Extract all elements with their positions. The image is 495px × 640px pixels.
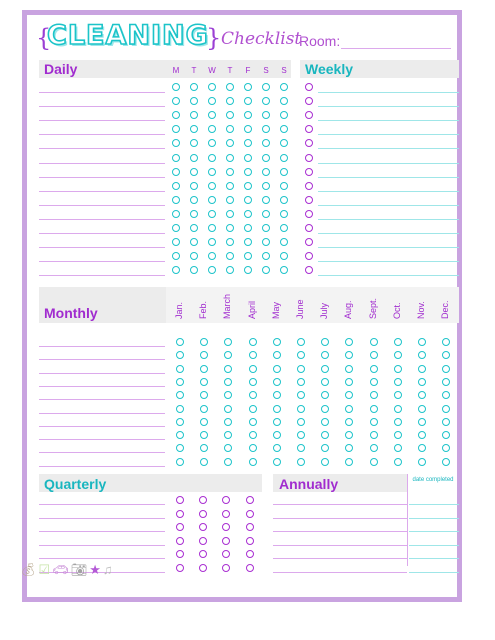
monthly-checkbox[interactable]	[370, 365, 378, 373]
daily-checkbox[interactable]	[226, 168, 234, 176]
daily-task-line[interactable]	[39, 261, 165, 262]
quarterly-checkbox[interactable]	[176, 550, 184, 558]
daily-checkbox[interactable]	[226, 83, 234, 91]
annual-task-line[interactable]	[273, 518, 407, 519]
quarterly-task-line[interactable]	[39, 545, 165, 546]
daily-checkbox[interactable]	[244, 196, 252, 204]
title-cleaning: CLEANING	[47, 20, 209, 51]
day-label: W	[208, 66, 216, 75]
weekly-task-line[interactable]	[318, 233, 459, 234]
music-note-icon: ♫	[102, 562, 113, 577]
monthly-checkbox[interactable]	[224, 405, 232, 413]
monthly-checkbox[interactable]	[370, 444, 378, 452]
room-input-line[interactable]	[341, 48, 451, 49]
daily-checkbox[interactable]	[226, 196, 234, 204]
room-label: Room:	[299, 33, 341, 49]
daily-checkbox[interactable]	[208, 210, 216, 218]
month-label: Nov.	[416, 301, 426, 319]
checkmark-icon: ☑	[38, 562, 51, 577]
daily-checkbox[interactable]	[262, 154, 270, 162]
quarterly-checkbox[interactable]	[176, 523, 184, 531]
monthly-checkbox[interactable]	[273, 418, 281, 426]
daily-checkbox[interactable]	[208, 182, 216, 190]
month-label: June	[295, 299, 305, 319]
quarterly-checkbox[interactable]	[222, 496, 230, 504]
quarterly-task-line[interactable]	[39, 558, 165, 559]
monthly-checkbox[interactable]	[418, 405, 426, 413]
month-label: July	[319, 302, 330, 319]
quarterly-checkbox[interactable]	[176, 564, 184, 572]
daily-checkbox[interactable]	[190, 210, 198, 218]
camera-icon: 📷︎	[70, 562, 88, 577]
monthly-checkbox[interactable]	[394, 338, 402, 346]
daily-task-line[interactable]	[39, 219, 165, 220]
quarterly-checkbox[interactable]	[222, 550, 230, 558]
monthly-task-line[interactable]	[39, 399, 165, 400]
daily-task-line[interactable]	[39, 191, 165, 192]
weekly-title: Weekly	[305, 61, 353, 77]
monthly-checkbox[interactable]	[249, 418, 257, 426]
monthly-checkbox[interactable]	[321, 418, 329, 426]
monthly-checkbox[interactable]	[249, 351, 257, 359]
monthly-checkbox[interactable]	[249, 391, 257, 399]
monthly-checkbox[interactable]	[394, 418, 402, 426]
annual-task-line[interactable]	[273, 558, 407, 559]
monthly-checkbox[interactable]	[345, 405, 353, 413]
monthly-checkbox[interactable]	[321, 458, 329, 466]
month-label: March	[222, 293, 233, 319]
month-label: Aug.	[343, 300, 354, 319]
quarterly-checkbox[interactable]	[222, 564, 230, 572]
monthly-checkbox[interactable]	[176, 365, 184, 373]
monthly-checkbox[interactable]	[394, 431, 402, 439]
monthly-checkbox[interactable]	[418, 458, 426, 466]
daily-task-line[interactable]	[39, 275, 165, 276]
monthly-checkbox[interactable]	[418, 418, 426, 426]
weekly-task-line[interactable]	[318, 219, 459, 220]
daily-checkbox[interactable]	[226, 154, 234, 162]
weekly-task-line[interactable]	[318, 163, 459, 164]
annual-task-line[interactable]	[273, 531, 407, 532]
annually-divider	[407, 474, 408, 566]
monthly-checkbox[interactable]	[297, 418, 305, 426]
quarterly-checkbox[interactable]	[246, 550, 254, 558]
monthly-checkbox[interactable]	[442, 418, 450, 426]
day-label: S	[281, 66, 287, 75]
daily-checkbox[interactable]	[280, 154, 288, 162]
monthly-checkbox[interactable]	[370, 458, 378, 466]
weekly-task-line[interactable]	[318, 148, 459, 149]
daily-task-line[interactable]	[39, 148, 165, 149]
quarterly-title: Quarterly	[44, 476, 107, 492]
daily-task-line[interactable]	[39, 134, 165, 135]
daily-checkbox[interactable]	[280, 168, 288, 176]
monthly-task-line[interactable]	[39, 413, 165, 414]
daily-checkbox[interactable]	[280, 210, 288, 218]
monthly-checkbox[interactable]	[394, 458, 402, 466]
monthly-checkbox[interactable]	[249, 405, 257, 413]
weekly-task-line[interactable]	[318, 191, 459, 192]
daily-task-line[interactable]	[39, 247, 165, 248]
annual-task-line[interactable]	[273, 504, 407, 505]
monthly-checkbox[interactable]	[176, 458, 184, 466]
daily-task-line[interactable]	[39, 120, 165, 121]
monthly-task-line[interactable]	[39, 373, 165, 374]
monthly-checkbox[interactable]	[297, 405, 305, 413]
weekly-checkbox[interactable]	[305, 154, 313, 162]
weekly-task-line[interactable]	[318, 134, 459, 135]
daily-checkbox[interactable]	[190, 196, 198, 204]
annual-date-line[interactable]	[409, 545, 459, 546]
daily-checkbox[interactable]	[262, 83, 270, 91]
monthly-task-line[interactable]	[39, 359, 165, 360]
monthly-checkbox[interactable]	[442, 458, 450, 466]
daily-checkbox[interactable]	[244, 182, 252, 190]
quarterly-checkbox[interactable]	[176, 496, 184, 504]
monthly-checkbox[interactable]	[273, 378, 281, 386]
monthly-checkbox[interactable]	[176, 405, 184, 413]
month-label: Oct.	[391, 302, 402, 319]
quarterly-task-line[interactable]	[39, 504, 165, 505]
quarterly-checkbox[interactable]	[199, 496, 207, 504]
monthly-checkbox[interactable]	[249, 458, 257, 466]
weekly-task-line[interactable]	[318, 106, 459, 107]
daily-checkbox[interactable]	[208, 168, 216, 176]
monthly-checkbox[interactable]	[297, 365, 305, 373]
annual-date-line[interactable]	[409, 531, 459, 532]
monthly-checkbox[interactable]	[273, 391, 281, 399]
quarterly-checkbox[interactable]	[222, 510, 230, 518]
quarterly-checkbox[interactable]	[176, 510, 184, 518]
daily-checkbox[interactable]	[208, 83, 216, 91]
star-icon: ★	[89, 562, 101, 577]
monthly-checkbox[interactable]	[442, 405, 450, 413]
quarterly-checkbox[interactable]	[222, 537, 230, 545]
quarterly-task-line[interactable]	[39, 518, 165, 519]
daily-task-line[interactable]	[39, 106, 165, 107]
day-label: T	[227, 66, 233, 75]
day-label: M	[172, 66, 180, 75]
monthly-checkbox[interactable]	[273, 458, 281, 466]
monthly-checkbox[interactable]	[297, 458, 305, 466]
daily-checkbox[interactable]	[244, 83, 252, 91]
monthly-checkbox[interactable]	[224, 365, 232, 373]
daily-checkbox[interactable]	[262, 168, 270, 176]
monthly-checkbox[interactable]	[297, 338, 305, 346]
monthly-checkbox[interactable]	[249, 431, 257, 439]
monthly-checkbox[interactable]	[394, 365, 402, 373]
monthly-checkbox[interactable]	[273, 365, 281, 373]
daily-checkbox[interactable]	[262, 224, 270, 232]
weekly-task-line[interactable]	[318, 92, 459, 93]
quarterly-checkbox[interactable]	[199, 510, 207, 518]
quarterly-checkbox[interactable]	[246, 496, 254, 504]
daily-checkbox[interactable]	[244, 210, 252, 218]
annually-title: Annually	[279, 476, 339, 492]
month-label: Sept.	[367, 297, 378, 319]
quarterly-checkbox[interactable]	[199, 523, 207, 531]
monthly-checkbox[interactable]	[249, 444, 257, 452]
month-label: Jan.	[174, 301, 184, 319]
monthly-checkbox[interactable]	[200, 458, 208, 466]
quarterly-checkbox[interactable]	[199, 537, 207, 545]
monthly-checkbox[interactable]	[370, 418, 378, 426]
weekly-checkbox[interactable]	[305, 224, 313, 232]
monthly-task-line[interactable]	[39, 346, 165, 347]
daily-checkbox[interactable]	[262, 210, 270, 218]
day-label: F	[245, 66, 251, 75]
quarterly-checkbox[interactable]	[199, 564, 207, 572]
daily-checkbox[interactable]	[172, 224, 180, 232]
daily-checkbox[interactable]	[172, 83, 180, 91]
month-label: Dec.	[440, 300, 451, 319]
date-completed-label: date completed	[412, 477, 454, 483]
monthly-checkbox[interactable]	[442, 365, 450, 373]
monthly-checkbox[interactable]	[176, 378, 184, 386]
monthly-task-line[interactable]	[39, 426, 165, 427]
monthly-task-line[interactable]	[39, 439, 165, 440]
annual-date-line[interactable]	[409, 518, 459, 519]
monthly-checkbox[interactable]	[394, 405, 402, 413]
daily-checkbox[interactable]	[280, 196, 288, 204]
daily-checkbox[interactable]	[208, 154, 216, 162]
quarterly-checkbox[interactable]	[246, 510, 254, 518]
daily-checkbox[interactable]	[226, 210, 234, 218]
day-label: T	[191, 66, 197, 75]
monthly-task-line[interactable]	[39, 466, 165, 467]
footer-icons	[20, 562, 115, 578]
monthly-checkbox[interactable]	[418, 365, 426, 373]
weekly-checkbox[interactable]	[305, 168, 313, 176]
daily-checkbox[interactable]	[244, 224, 252, 232]
quarterly-checkbox[interactable]	[222, 523, 230, 531]
daily-title: Daily	[44, 61, 78, 77]
brace-open: {	[36, 24, 52, 52]
daily-checkbox[interactable]	[208, 224, 216, 232]
monthly-checkbox[interactable]	[418, 338, 426, 346]
monthly-task-line[interactable]	[39, 452, 165, 453]
quarterly-checkbox[interactable]	[246, 564, 254, 572]
monthly-checkbox[interactable]	[273, 431, 281, 439]
weekly-checkbox[interactable]	[305, 83, 313, 91]
daily-checkbox[interactable]	[190, 154, 198, 162]
monthly-title: Monthly	[44, 305, 98, 321]
daily-checkbox[interactable]	[208, 196, 216, 204]
daily-checkbox[interactable]	[172, 210, 180, 218]
quarterly-checkbox[interactable]	[246, 523, 254, 531]
daily-task-line[interactable]	[39, 205, 165, 206]
monthly-checkbox[interactable]	[370, 431, 378, 439]
monthly-checkbox[interactable]	[370, 338, 378, 346]
monthly-checkbox[interactable]	[273, 405, 281, 413]
monthly-checkbox[interactable]	[200, 418, 208, 426]
car-icon: 🚗︎	[52, 562, 69, 577]
monthly-checkbox[interactable]	[370, 351, 378, 359]
monthly-checkbox[interactable]	[394, 378, 402, 386]
month-label: May	[270, 301, 281, 319]
daily-task-line[interactable]	[39, 92, 165, 93]
quarterly-checkbox[interactable]	[176, 537, 184, 545]
daily-checkbox[interactable]	[172, 196, 180, 204]
monthly-task-line[interactable]	[39, 386, 165, 387]
monthly-checkbox[interactable]	[370, 391, 378, 399]
monthly-checkbox[interactable]	[249, 378, 257, 386]
daily-checkbox[interactable]	[280, 224, 288, 232]
daily-checkbox[interactable]	[172, 168, 180, 176]
day-label: S	[263, 66, 269, 75]
weekly-task-line[interactable]	[318, 261, 459, 262]
weekly-task-line[interactable]	[318, 205, 459, 206]
monthly-checkbox[interactable]	[273, 338, 281, 346]
monthly-checkbox[interactable]	[200, 365, 208, 373]
monthly-checkbox[interactable]	[370, 378, 378, 386]
month-label: April	[246, 300, 257, 319]
quarterly-task-line[interactable]	[39, 531, 165, 532]
title-checklist: Checklist	[221, 29, 302, 49]
daily-checkbox[interactable]	[172, 154, 180, 162]
daily-task-line[interactable]	[39, 233, 165, 234]
monthly-checkbox[interactable]	[370, 405, 378, 413]
monthly-checkbox[interactable]	[249, 338, 257, 346]
monthly-checkbox[interactable]	[418, 378, 426, 386]
weekly-checkbox[interactable]	[305, 196, 313, 204]
monthly-checkbox[interactable]	[394, 391, 402, 399]
monthly-checkbox[interactable]	[249, 365, 257, 373]
daily-checkbox[interactable]	[226, 224, 234, 232]
monthly-checkbox[interactable]	[345, 365, 353, 373]
daily-checkbox[interactable]	[190, 168, 198, 176]
daily-checkbox[interactable]	[190, 83, 198, 91]
quarterly-checkbox[interactable]	[246, 537, 254, 545]
weekly-checkbox[interactable]	[305, 210, 313, 218]
daily-checkbox[interactable]	[172, 182, 180, 190]
month-label: Feb.	[198, 300, 209, 319]
daily-checkbox[interactable]	[280, 182, 288, 190]
daily-checkbox[interactable]	[190, 224, 198, 232]
annual-date-line[interactable]	[409, 504, 459, 505]
weekly-task-line[interactable]	[318, 120, 459, 121]
annual-task-line[interactable]	[273, 572, 407, 573]
weekly-task-line[interactable]	[318, 275, 459, 276]
daily-checkbox[interactable]	[280, 83, 288, 91]
daily-checkbox[interactable]	[226, 182, 234, 190]
daily-task-line[interactable]	[39, 177, 165, 178]
weekly-task-line[interactable]	[318, 177, 459, 178]
daily-task-line[interactable]	[39, 163, 165, 164]
monthly-checkbox[interactable]	[321, 365, 329, 373]
brace-close: }	[206, 24, 222, 52]
monthly-checkbox[interactable]	[200, 405, 208, 413]
daily-checkbox[interactable]	[262, 182, 270, 190]
daily-checkbox[interactable]	[244, 168, 252, 176]
monthly-checkbox[interactable]	[176, 338, 184, 346]
daily-checkbox[interactable]	[262, 196, 270, 204]
annual-date-line[interactable]	[409, 572, 459, 573]
quarterly-checkbox[interactable]	[199, 550, 207, 558]
annual-task-line[interactable]	[273, 545, 407, 546]
monthly-checkbox[interactable]	[176, 418, 184, 426]
monthly-checkbox[interactable]	[297, 378, 305, 386]
weekly-task-line[interactable]	[318, 247, 459, 248]
annual-date-line[interactable]	[409, 558, 459, 559]
daily-checkbox[interactable]	[190, 182, 198, 190]
money-bag-icon: 💰︎	[20, 562, 37, 577]
daily-checkbox[interactable]	[244, 154, 252, 162]
monthly-checkbox[interactable]	[321, 405, 329, 413]
weekly-checkbox[interactable]	[305, 182, 313, 190]
